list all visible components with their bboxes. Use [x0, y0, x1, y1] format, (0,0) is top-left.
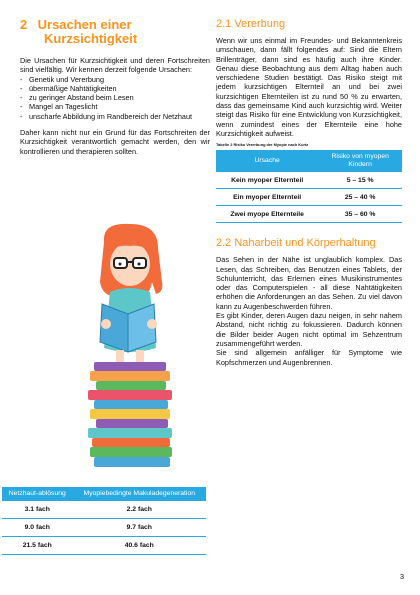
subheading-naharbeit: 2.2 Naharbeit und Körperhaltung — [216, 237, 376, 250]
table-cell: 5 – 15 % — [318, 172, 402, 189]
table-header: Risiko von myopen Kindern — [318, 150, 402, 172]
list-item: - zu geringer Abstand beim Lesen — [20, 93, 210, 102]
list-item: - Genetik und Vererbung — [20, 75, 210, 84]
section-heading — [20, 18, 210, 46]
table-row — [216, 206, 402, 223]
table-header: Myopiebedingte Makuladegeneration — [73, 487, 206, 501]
table-cell: 9.7 fach — [73, 519, 206, 537]
heading-line-1: Ursachen einer — [37, 17, 132, 32]
naharbeit-paragraph-1: Das Sehen in der Nähe ist unglaublich komplex. Das Lesen, das Schreiben, das Benutzen eines Tablets, der Schulunterricht, das Erlernen eines Musikinstrumentes oder das Computerspielen - all diese Nahtätigkeiten erhöhen die Anforderungen an das Sehen. Zu viel davon kann zu Augenbeschwerden führen. — [216, 255, 402, 311]
section-number: 2 — [20, 17, 28, 32]
naharbeit-paragraph-2: Es gibt Kinder, deren Augen dazu neigen, in sehr nahem Abstand, nicht richtig zu fokussieren. Dadurch können die Bilder beider Augen nicht optimal im Sehzentrum zusammengeführt werden. — [216, 311, 402, 348]
table-row — [2, 501, 206, 519]
table-cell: Zwei myope Elternteile — [216, 206, 318, 223]
table-cell: 21.5 fach — [2, 537, 73, 555]
table-row — [2, 537, 206, 555]
table-caption: Tabelle 2 Risiko Vererbung der Myopie nach Kurtz — [216, 142, 309, 148]
heading-line-2: Kurzsichtigkeit — [44, 31, 138, 46]
vererbung-paragraph: Wenn wir uns einmal im Freundes- und Bekanntenkreis umschauen, dann fällt folgendes auf: Sind die Eltern Brillenträger, dann sind es häufig auch ihre Kinder. Genau diese Beobachtung aus dem Alltag haben auch verschiedene Studien bestätigt. Das Risiko steigt mit jedem kurzsichtigen Elternteil an und bei zwei kurzsichtigen Elternteilen ist zu rund 50 % zu erwarten, dass das gemeinsame Kind auch kurzsichtig wird. Weiter steigt das Risiko für eine Entwicklung von Kurzsichtigkeit, wenn zumindest eines der Elternteile eine hohe Kurzsichtigkeit aufweist. — [216, 36, 402, 138]
table-cell: 35 – 60 % — [318, 206, 402, 223]
heredity-risk-table — [216, 150, 402, 223]
table-cell: 2.2 fach — [73, 501, 206, 519]
list-item: - unscharfe Abbildung im Randbereich der Netzhaut — [20, 112, 210, 121]
subheading-vererbung: 2.1 Vererbung — [216, 18, 286, 30]
page-number: 3 — [399, 572, 404, 581]
table-cell: Ein myoper Elternteil — [216, 189, 318, 206]
causes-list — [20, 75, 210, 121]
table-header: Ursache — [216, 150, 318, 172]
table-cell: Kein myoper Elternteil — [216, 172, 318, 189]
risk-factor-table — [2, 487, 206, 555]
table-row — [2, 519, 206, 537]
table-row — [216, 172, 402, 189]
table-cell: 40.6 fach — [73, 537, 206, 555]
table-cell: 9.0 fach — [2, 519, 73, 537]
table-cell: 25 – 40 % — [318, 189, 402, 206]
list-item: - übermäßige Nahtätigkeiten — [20, 84, 210, 93]
table-cell: 3.1 fach — [2, 501, 73, 519]
list-item: - Mangel an Tageslicht — [20, 102, 210, 111]
outro-paragraph: Daher kann nicht nur ein Grund für das Fortschreiten der Kurzsichtigkeit verantwortlich gemacht werden, den wir kontrollieren und therapieren sollten. — [20, 128, 210, 156]
left-column — [20, 18, 210, 156]
intro-paragraph: Die Ursachen für Kurzsichtigkeit und deren Fortschreiten sind vielfältig. Wir kennen derzeit folgende Ursachen: — [20, 56, 210, 75]
right-column — [216, 18, 402, 367]
table-header: Netzhaut-ablösung — [2, 487, 73, 501]
girl-reading-illustration — [72, 222, 192, 470]
naharbeit-paragraph-3: Sie sind allgemein anfälliger für Symptome wie Kopfschmerzen und Augenbrennen. — [216, 348, 402, 367]
table-row — [216, 189, 402, 206]
